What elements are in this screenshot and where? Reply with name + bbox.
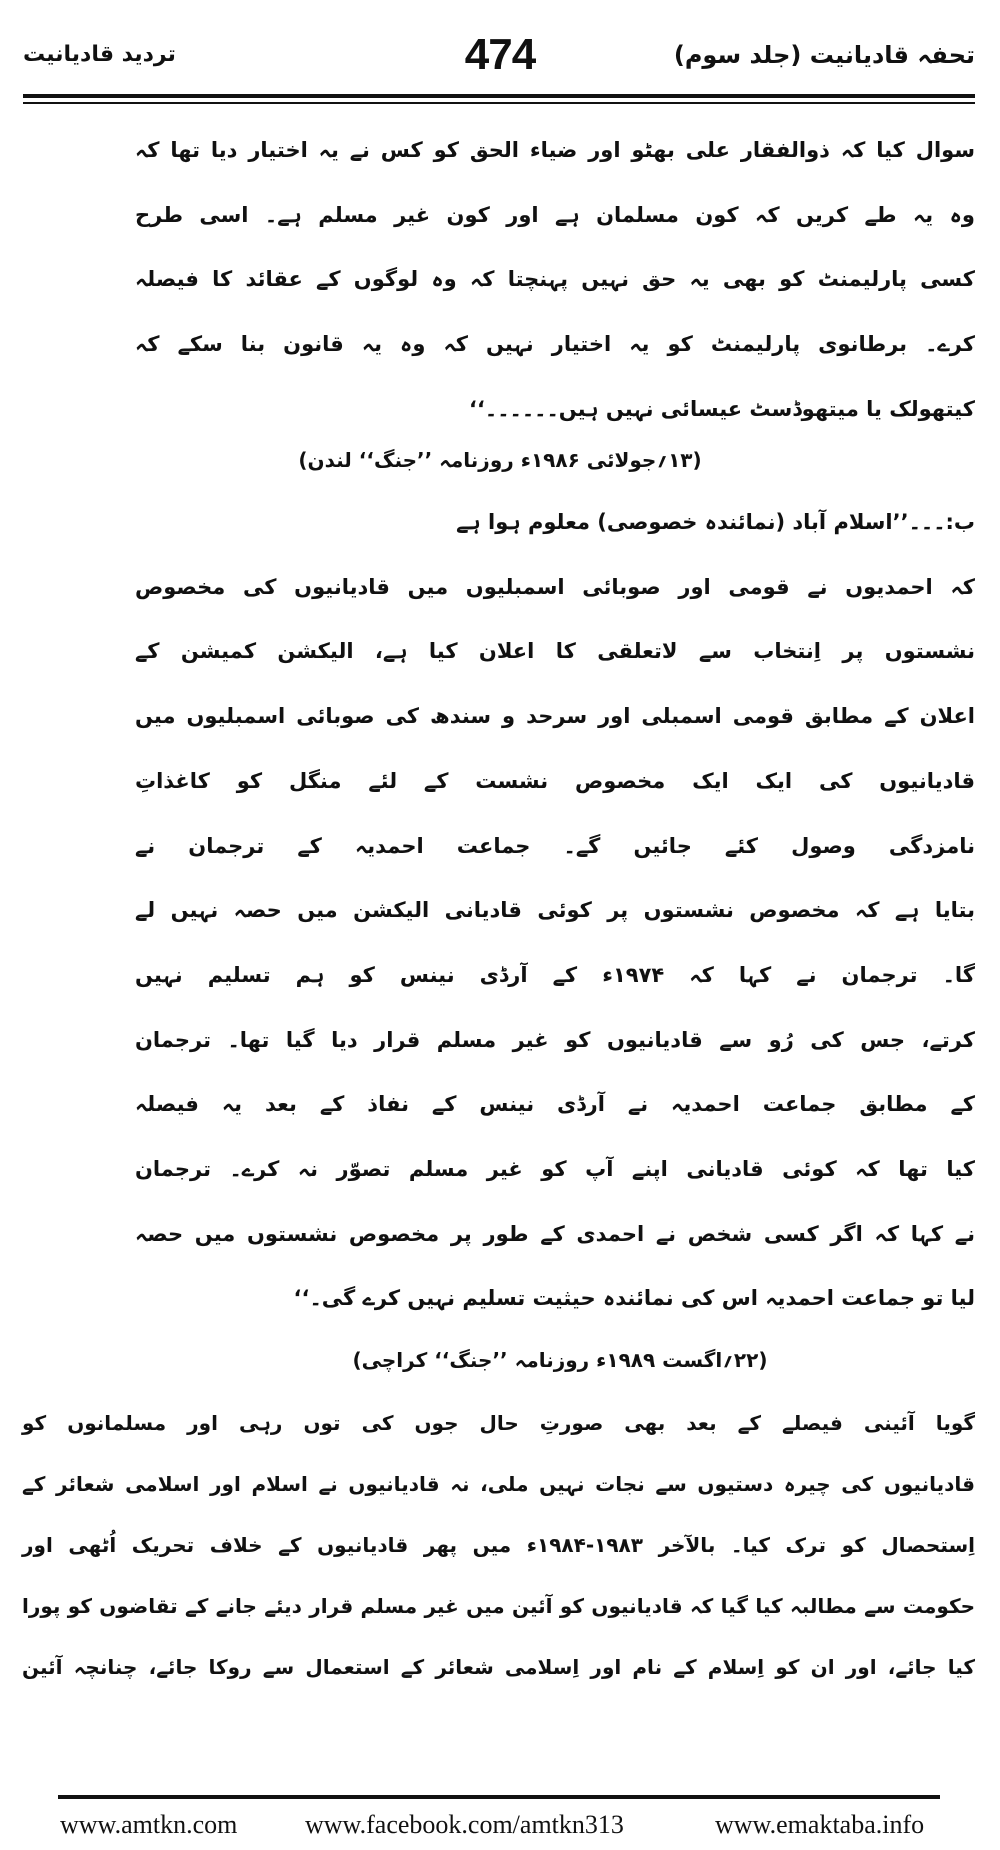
quote-line: کیتھولک یا میتھوڈسٹ عیسائی نہیں ہیں۔۔۔۔۔۔‘‘ <box>468 396 975 421</box>
quote-line: کسی پارلیمنٹ کو بھی یہ حق نہیں پہنچتا کہ وہ لوگوں کے عقائد کا فیصلہ <box>135 267 975 292</box>
quote-line: کے مطابق جماعت احمدیہ نے آرڈی نینس کے نفاذ کے بعد یہ فیصلہ <box>135 1092 975 1117</box>
paragraph-line: قادیانیوں کی چیرہ دستیوں سے نجات نہیں ملی، نہ قادیانیوں نے اسلام اور اسلامی شعائر کے <box>22 1472 975 1496</box>
quote-line: قادیانیوں کی ایک ایک مخصوص نشست کے لئے منگل کو کاغذاتِ <box>135 768 975 793</box>
quote-line: کرتے، جس کی رُو سے قادیانیوں کو غیر مسلم قرار دیا گیا تھا۔ ترجمان <box>135 1027 975 1052</box>
quote-line: وہ یہ طے کریں کہ کون مسلمان ہے اور کون غیر مسلم ہے۔ اسی طرح <box>135 202 975 227</box>
quote-line: نشستوں پر اِنتخاب سے لاتعلقی کا اعلان کیا ہے، الیکشن کمیشن کے <box>135 639 975 664</box>
footer-link-emaktaba[interactable]: www.emaktaba.info <box>715 1810 925 1839</box>
paragraph-line: کیا جائے، اور ان کو اِسلام کے نام اور اِسلامی شعائر کے استعمال سے روکا جائے، چنانچہ آئین <box>22 1655 975 1679</box>
quote-line: کرے۔ برطانوی پارلیمنٹ کو یہ اختیار نہیں کہ وہ یہ قانون بنا سکے کہ <box>135 332 975 357</box>
header-rule-thick <box>23 94 975 98</box>
quote-line: بتایا ہے کہ مخصوص نشستوں پر کوئی قادیانی الیکشن میں حصہ نہیں لے <box>135 898 975 923</box>
quote-line: نامزدگی وصول کئے جائیں گے۔ جماعت احمدیہ کے ترجمان نے <box>135 833 975 858</box>
quote-line: نے کہا کہ اگر کسی شخص نے احمدی کے طور پر مخصوص نشستوں میں حصہ <box>135 1221 975 1246</box>
quote-line: ب:۔۔۔’’اسلام آباد (نمائندہ خصوصی) معلوم ہوا ہے <box>456 510 975 534</box>
citation: (۲۲؍اگست ۱۹۸۹ء روزنامہ ’’جنگ‘‘ کراچی) <box>352 1348 768 1372</box>
quote-line: سوال کیا کہ ذوالفقار علی بھٹو اور ضیاء الحق کو کس نے یہ اختیار دیا تھا کہ <box>135 138 975 162</box>
quote-line: اعلان کے مطابق قومی اسمبلی اور سرحد و سندھ کی صوبائی اسمبلیوں میں <box>135 704 975 729</box>
footer-link-facebook[interactable]: www.facebook.com/amtkn313 <box>305 1810 624 1839</box>
footer-rule <box>58 1795 940 1799</box>
quote-line: لیا تو جماعت احمدیہ اس کی نمائندہ حیثیت تسلیم نہیں کرے گی۔‘‘ <box>293 1286 975 1311</box>
citation: (۱۳؍جولائی ۱۹۸۶ء روزنامہ ’’جنگ‘‘ لندن) <box>298 448 702 472</box>
paragraph-line: حکومت سے مطالبہ کیا گیا کہ قادیانیوں کو آئین میں غیر مسلم قرار دیئے جانے کے تقاضوں کو پورا <box>22 1594 975 1618</box>
quote-line: گا۔ ترجمان نے کہا کہ ۱۹۷۴ء کے آرڈی نینس کو ہم تسلیم نہیں <box>135 962 975 987</box>
page-number: 474 <box>464 30 536 79</box>
paragraph-line: گویا آئینی فیصلے کے بعد بھی صورتِ حال جوں کی توں رہی اور مسلمانوں کو <box>22 1411 975 1435</box>
quote-line: کہ احمدیوں نے قومی اور صوبائی اسمبلیوں میں قادیانیوں کی مخصوص <box>135 574 975 599</box>
quote-line: کیا تھا کہ کوئی قادیانی اپنے آپ کو غیر مسلم تصوّر نہ کرے۔ ترجمان <box>135 1157 975 1181</box>
footer-link-amtkn[interactable]: www.amtkn.com <box>60 1810 238 1839</box>
header-rule-thin <box>23 102 975 104</box>
book-title: تحفہ قادیانیت (جلد سوم) <box>673 41 975 69</box>
section-title: تردید قادیانیت <box>23 42 176 67</box>
paragraph-line: اِستحصال کو ترک کیا۔ بالآخر ۱۹۸۳-۱۹۸۴ء میں پھر قادیانیوں کے خلاف تحریک اُٹھی اور <box>22 1533 976 1557</box>
